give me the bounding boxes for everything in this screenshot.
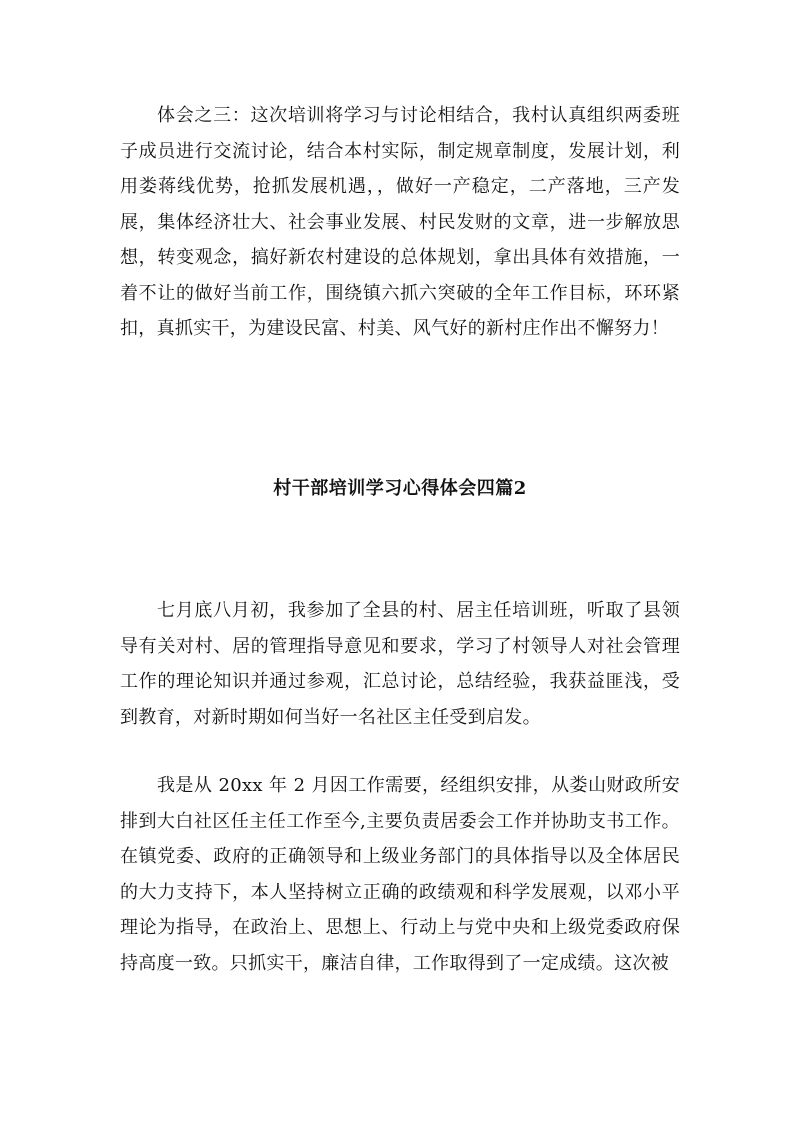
paragraph-experience-three: 体会之三：这次培训将学习与讨论相结合，我村认真组织两委班子成员进行交流讨论，结合本村实际，制定规章制度，发展计划，利用娄蒋线优势，抢抓发展机遇，，做好一产稳定，二产落地，三产发展，集体经济壮大、社会事业发展、村民发财的文章，进一步解放思想，转变观念，搞好新农村建设的总体规划，拿出具体有效措施，一着不让的做好当前工作，围绕镇六抓六突破的全年工作目标，环环紧扣，真抓实干，为建设民富、村美、风气好的新村庄作出不懈努力！ — [120, 105, 680, 339]
section-title: 村干部培训学习心得体会四篇2 — [273, 478, 527, 499]
paragraph-work-history: 我是从 20xx 年 2 月因工作需要，经组织安排，从娄山财政所安排到大白社区任主任工作至今,主要负责居委会工作并协助支书工作。在镇党委、政府的正确领导和上级业务部门的具体指导以及全体居民的大力支持下，本人坚持树立正确的政绩观和科学发展观，以邓小平理论为指导，在政治上、思想上、行动上与党中央和上级党委政府保持高度一致。只抓实干，廉洁自律，工作取得到了一定成绩。这次被 — [120, 775, 680, 974]
paragraph-training-intro: 七月底八月初，我参加了全县的村、居主任培训班，听取了县领导有关对村、居的管理指导意见和要求，学习了村领导人对社会管理工作的理论知识并通过参观，汇总讨论，总结经验，我获益匪浅，受到教育，对新时期如何当好一名社区主任受到启发。 — [120, 600, 680, 728]
